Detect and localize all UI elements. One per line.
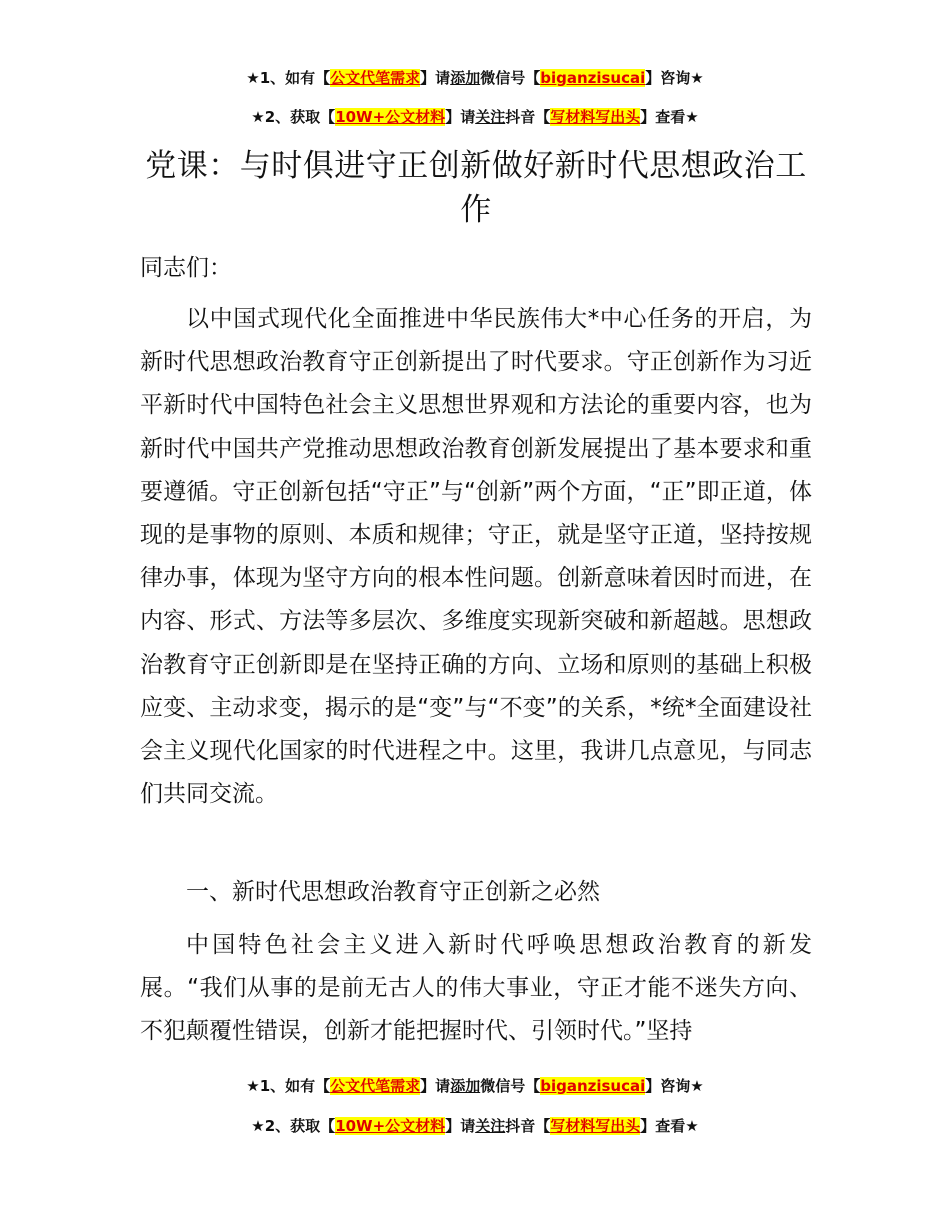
materials-tag: 10W+公文材料 xyxy=(335,108,446,126)
banner-line-1 xyxy=(0,68,950,88)
douyin-account: 写材料写出头 xyxy=(550,1117,641,1135)
section-heading: 一、新时代思想政治教育守正创新之必然 xyxy=(186,879,600,905)
ghostwriting-tag: 公文代笔需求 xyxy=(330,1077,421,1095)
document-title: 党课：与时俱进守正创新做好新时代思想政治工作 xyxy=(145,148,807,228)
banner-suffix: 】咨询★ xyxy=(645,69,704,87)
salutation: 同志们： xyxy=(140,255,232,281)
wechat-id: biganzisucai xyxy=(540,69,646,87)
follow-text: 关注 xyxy=(475,108,506,126)
banner-text: 】请 xyxy=(420,1077,451,1095)
follow-text: 关注 xyxy=(475,1117,506,1135)
materials-tag: 10W+公文材料 xyxy=(335,1117,446,1135)
body-paragraph: 以中国式现代化全面推进中华民族伟大*中心任务的开启，为新时代思想政治教育守正创新提出了时代要求。守正创新作为习近平新时代中国特色社会主义思想世界观和方法论的重要内容，也为新时代中国共产党推动思想政治教育创新发展提出了基本要求和重要遵循。守正创新包括“守正”与“创新”两个方面，“正”即正道，体现的是事物的原则、本质和规律；守正，就是坚守正道，坚持按规律办事，体现为坚守方向的根本性问题。创新意味着因时而进，在内容、形式、方法等多层次、多维度实现新突破和新超越。思想政治教育守正创新即是在坚持正确的方向、立场和原则的基础上积极应变、主动求变，揭示的是“变”与“不变”的关系，*统*全面建设社会主义现代化国家的时代进程之中。这里，我讲几点意见，与同志们共同交流。 xyxy=(140,306,812,808)
add-text: 添加 xyxy=(450,69,481,87)
banner-text: 】请 xyxy=(445,108,476,126)
banner-suffix: 】查看★ xyxy=(640,1117,699,1135)
banner-text: 微信号【 xyxy=(480,1077,541,1095)
banner-prefix: ★1、如有【 xyxy=(246,1077,331,1095)
body-paragraph: 中国特色社会主义进入新时代呼唤思想政治教育的新发展。“我们从事的是前无古人的伟大事业，守正才能不迷失方向、不犯颠覆性错误，创新才能把握时代、引领时代。”坚持 xyxy=(140,932,812,1045)
banner-suffix: 】查看★ xyxy=(640,108,699,126)
banner-text: 微信号【 xyxy=(480,69,541,87)
banner-line-2 xyxy=(0,1116,950,1136)
banner-line-2 xyxy=(0,107,950,127)
banner-prefix: ★2、获取【 xyxy=(251,108,336,126)
banner-line-1 xyxy=(0,1076,950,1096)
banner-text: 】请 xyxy=(445,1117,476,1135)
add-text: 添加 xyxy=(450,1077,481,1095)
banner-suffix: 】咨询★ xyxy=(645,1077,704,1095)
ghostwriting-tag: 公文代笔需求 xyxy=(330,69,421,87)
banner-text: 抖音【 xyxy=(505,1117,551,1135)
banner-text: 抖音【 xyxy=(505,108,551,126)
douyin-account: 写材料写出头 xyxy=(550,108,641,126)
banner-text: 】请 xyxy=(420,69,451,87)
banner-prefix: ★2、获取【 xyxy=(251,1117,336,1135)
wechat-id: biganzisucai xyxy=(540,1077,646,1095)
banner-prefix: ★1、如有【 xyxy=(246,69,331,87)
